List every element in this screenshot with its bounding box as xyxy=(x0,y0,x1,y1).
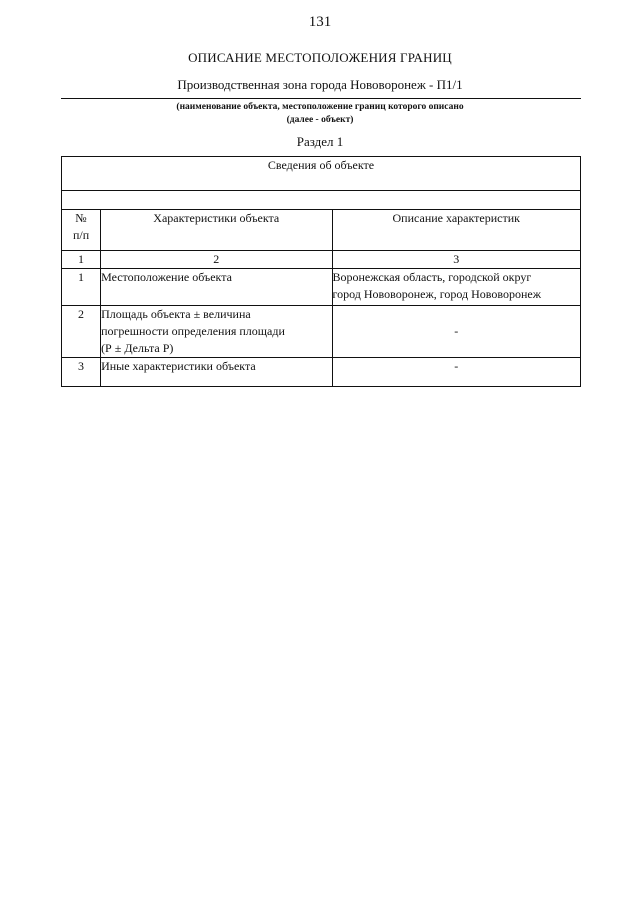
column-header-description: Описание характеристик xyxy=(332,210,581,251)
row-description-line: Воронежская область, городской округ xyxy=(332,270,532,284)
empty-cell xyxy=(62,191,581,210)
row-characteristic-line: Площадь объекта ± величина xyxy=(101,307,251,321)
row-characteristic xyxy=(101,306,332,358)
document-title: ОПИСАНИЕ МЕСТОПОЛОЖЕНИЯ ГРАНИЦ xyxy=(188,50,452,65)
caption-line-2: (далее - объект) xyxy=(286,115,354,125)
row-number: 2 xyxy=(62,306,101,358)
object-caption xyxy=(0,101,640,127)
object-name: Производственная зона города Нововоронеж - П1/1 xyxy=(177,77,463,92)
row-description: - xyxy=(332,306,581,358)
caption-line-1: (наименование объекта, местоположение границ которого описано xyxy=(176,102,464,112)
row-characteristic-line: погрешности определения площади xyxy=(101,324,285,338)
table-row xyxy=(62,269,581,306)
row-description: - xyxy=(332,358,581,387)
row-description-line: город Нововоронеж, город Нововоронеж xyxy=(332,287,542,301)
row-number: 3 xyxy=(62,358,101,387)
table-header: Сведения об объекте xyxy=(62,157,581,191)
object-info-table xyxy=(61,156,581,387)
table-row xyxy=(62,306,581,358)
table-header-row xyxy=(62,157,581,191)
column-number-1: 1 xyxy=(62,251,101,269)
column-header-num-line1: № xyxy=(75,211,87,225)
page-number: 131 xyxy=(308,14,332,30)
column-number-3: 3 xyxy=(332,251,581,269)
row-number: 1 xyxy=(62,269,101,306)
row-characteristic-line: (Р ± Дельта Р) xyxy=(101,341,174,355)
column-number-2: 2 xyxy=(101,251,332,269)
table-row xyxy=(62,358,581,387)
row-characteristic: Иные характеристики объекта xyxy=(101,358,332,387)
column-header-num-line2: п/п xyxy=(72,228,90,242)
section-title: Раздел 1 xyxy=(296,134,344,149)
column-header-row xyxy=(62,210,581,251)
column-header-num xyxy=(62,210,101,251)
row-characteristic: Местоположение объекта xyxy=(101,269,332,306)
column-number-row xyxy=(62,251,581,269)
column-header-characteristics: Характеристики объекта xyxy=(101,210,332,251)
underline-divider xyxy=(61,98,581,99)
table-empty-row xyxy=(62,191,581,210)
row-description xyxy=(332,269,581,306)
